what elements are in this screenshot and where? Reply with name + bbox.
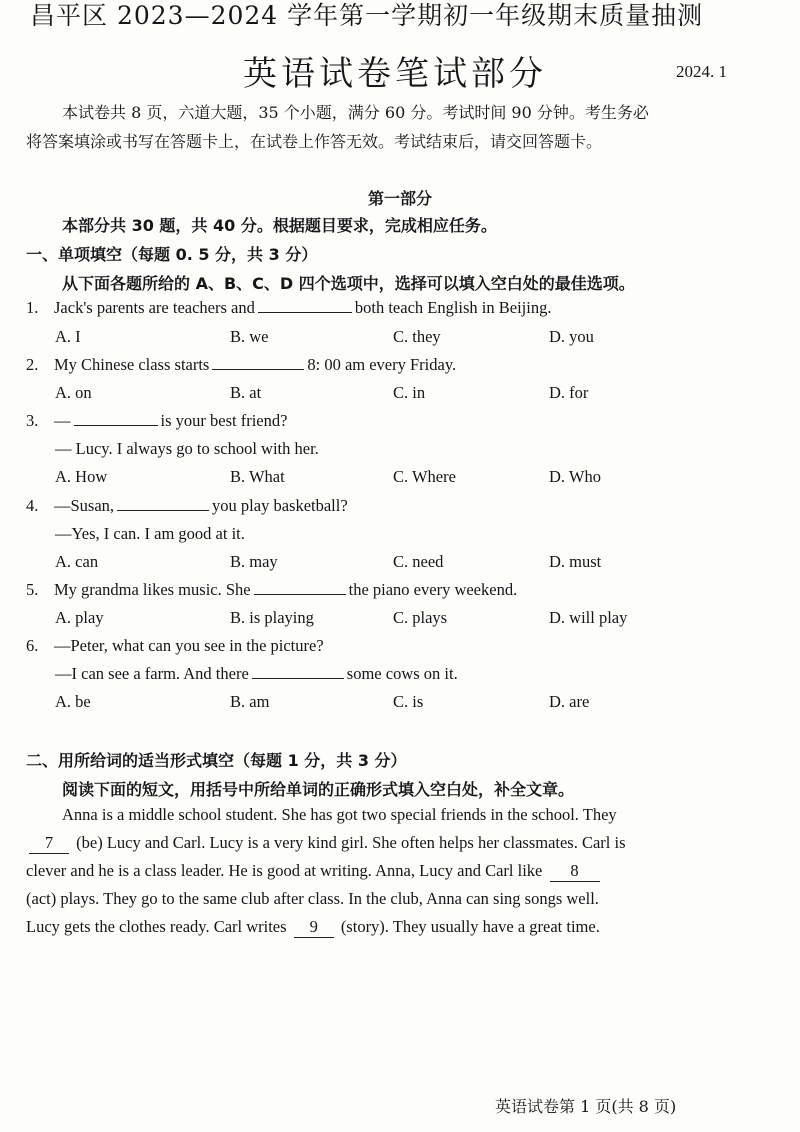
option-a: A. How	[55, 467, 108, 486]
option-c: C. is	[393, 692, 424, 711]
question-number: 4.	[26, 496, 39, 515]
option-b: B. may	[230, 552, 278, 571]
question-number: 2.	[26, 355, 39, 374]
option-d: D. Who	[549, 467, 601, 486]
option-a: A. can	[55, 552, 99, 571]
exam-date: 2024. 1	[676, 62, 727, 81]
passage-line-5	[26, 917, 600, 938]
option-a: A. on	[55, 383, 92, 402]
option-b: B. am	[230, 692, 270, 711]
question-text: both teach English in Beijing.	[354, 298, 552, 317]
passage-line-1: Anna is a middle school student. She has got two special friends in the school. They	[62, 805, 617, 824]
question-6-reply	[55, 664, 458, 684]
question-3-reply: — Lucy. I always go to school with her.	[55, 439, 319, 458]
option-b: B. at	[230, 383, 262, 402]
passage-line-2	[26, 833, 626, 854]
answer-blank	[117, 496, 209, 511]
passage-text: (be) Lucy and Carl. Lucy is a very kind girl. She often helps her classmates. Carl is	[76, 833, 626, 852]
option-d: D. are	[549, 692, 590, 711]
passage-line-3	[26, 861, 603, 882]
question-text: —Susan,	[54, 496, 115, 515]
question-6	[26, 636, 324, 656]
question-text: 8: 00 am every Friday.	[307, 355, 457, 374]
question-1	[26, 298, 551, 318]
part-description: 本部分共 30 题，共 40 分。根据题目要求，完成相应任务。	[62, 216, 497, 235]
question-text: you play basketball?	[212, 496, 348, 515]
option-c: C. need	[393, 552, 444, 571]
intro-line-2: 将答案填涂或书写在答题卡上，在试卷上作答无效。考试结束后，请交回答题卡。	[26, 132, 603, 151]
question-text: is your best friend?	[160, 411, 288, 430]
passage-text: (story). They usually have a great time.	[340, 917, 600, 936]
question-3	[26, 411, 287, 431]
question-text: —I can see a farm. And there	[55, 664, 249, 683]
question-4-reply: —Yes, I can. I am good at it.	[55, 524, 245, 543]
option-a: A. be	[55, 692, 91, 711]
option-d: D. must	[549, 552, 602, 571]
question-number: 3.	[26, 411, 39, 430]
question-text: the piano every weekend.	[348, 580, 518, 599]
question-text: My Chinese class starts	[54, 355, 210, 374]
passage-text: clever and he is a class leader. He is good at writing. Anna, Lucy and Carl like	[26, 861, 543, 880]
question-text: Jack's parents are teachers and	[54, 298, 255, 317]
option-b: B. is playing	[230, 608, 314, 627]
section2-instruction: 阅读下面的短文，用括号中所给单词的正确形式填入空白处，补全文章。	[62, 780, 575, 799]
option-d: D. you	[549, 327, 594, 346]
answer-blank	[254, 580, 346, 595]
option-d: D. for	[549, 383, 589, 402]
option-b: B. we	[230, 327, 269, 346]
option-d: D. will play	[549, 608, 628, 627]
numbered-blank-8: 8	[550, 861, 600, 882]
option-a: A. play	[55, 608, 104, 627]
passage-text: Lucy gets the clothes ready. Carl writes	[26, 917, 287, 936]
option-c: C. plays	[393, 608, 448, 627]
option-b: B. What	[230, 467, 285, 486]
numbered-blank-7: 7	[29, 833, 69, 854]
part-title: 第一部分	[367, 189, 432, 208]
option-c: C. in	[393, 383, 426, 402]
option-c: C. they	[393, 327, 441, 346]
passage-line-4: (act) plays. They go to the same club after class. In the club, Anna can sing songs well.	[26, 889, 599, 908]
section1-instruction: 从下面各题所给的 A、B、C、D 四个选项中，选择可以填入空白处的最佳选项。	[62, 274, 635, 293]
question-number: 1.	[26, 298, 39, 317]
question-4	[26, 496, 348, 516]
exam-title: 英语试卷笔试部分	[243, 54, 547, 94]
numbered-blank-9: 9	[294, 917, 334, 938]
option-a: A. I	[55, 327, 81, 346]
answer-blank	[258, 298, 352, 313]
question-number: 6.	[26, 636, 39, 655]
section2-heading: 二、用所给词的适当形式填空（每题 1 分，共 3 分）	[26, 751, 407, 770]
answer-blank	[252, 664, 344, 679]
option-c: C. Where	[393, 467, 456, 486]
question-2	[26, 355, 456, 375]
answer-blank	[212, 355, 304, 370]
question-number: 5.	[26, 580, 39, 599]
answer-blank	[74, 411, 158, 426]
intro-line-1: 本试卷共 8 页，六道大题，35 个小题，满分 60 分。考试时间 90 分钟。考生务必	[62, 103, 649, 122]
question-text: —Peter, what can you see in the picture?	[54, 636, 324, 655]
section1-heading: 一、单项填空（每题 0. 5 分，共 3 分）	[26, 245, 318, 264]
question-text: —	[54, 411, 71, 430]
exam-header-line: 昌平区 2023—2024 学年第一学期初一年级期末质量抽测	[30, 1, 704, 30]
question-text: some cows on it.	[346, 664, 458, 683]
question-5	[26, 580, 517, 600]
page-footer: 英语试卷第 1 页(共 8 页)	[495, 1097, 677, 1116]
question-text: My grandma likes music. She	[54, 580, 251, 599]
